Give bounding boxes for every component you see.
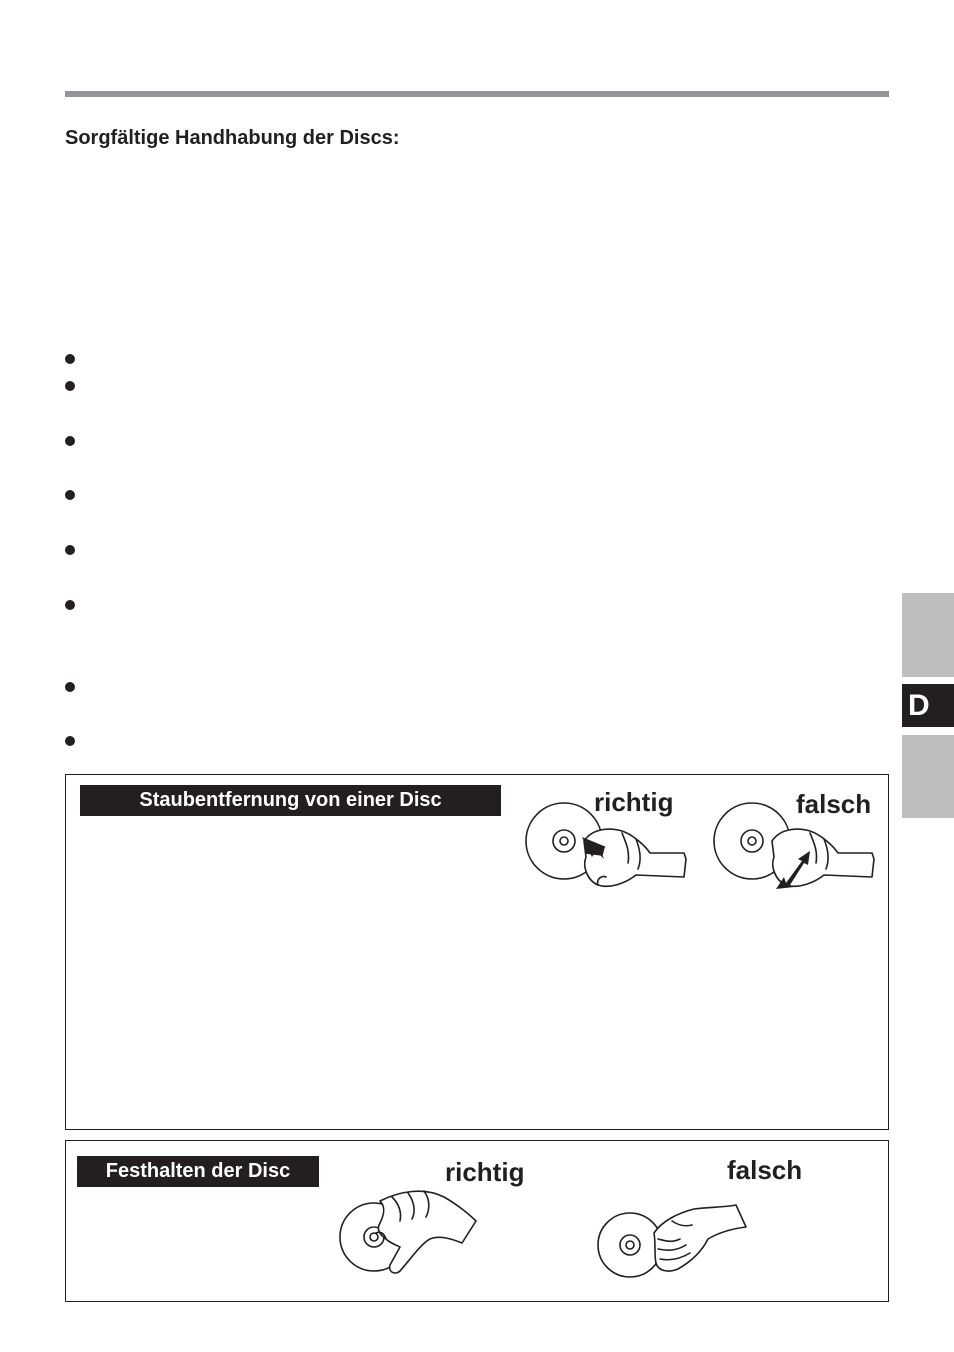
bullet-5 [65,545,75,555]
bullet-2 [65,381,75,391]
language-tab-label: D [908,688,930,722]
language-tab-upper [902,593,954,677]
dust-correct-illustration [526,811,696,901]
section-heading: Sorgfältige Handhabung der Discs: [65,127,400,149]
holding-correct-label: richtig [445,1157,525,1187]
bullet-7 [65,682,75,692]
bullet-1 [65,354,75,364]
language-tab-active [902,684,954,727]
dust-correct-label: richtig [594,787,674,817]
top-rule [65,91,889,97]
bullet-3 [65,436,75,446]
dust-removal-box [65,774,889,1130]
bullet-8 [65,736,75,746]
dust-wrong-label: falsch [796,789,872,819]
bullet-6 [65,600,75,610]
dust-wrong-illustration [714,811,884,901]
holding-title: Festhalten der Disc [77,1156,319,1187]
holding-wrong-illustration [596,1199,766,1281]
language-tab-lower [902,735,954,818]
holding-wrong-label: falsch [727,1155,803,1185]
holding-correct-illustration [340,1187,490,1283]
holding-box [65,1140,889,1302]
bullet-4 [65,490,75,500]
dust-removal-title: Staubentfernung von einer Disc [80,785,501,816]
